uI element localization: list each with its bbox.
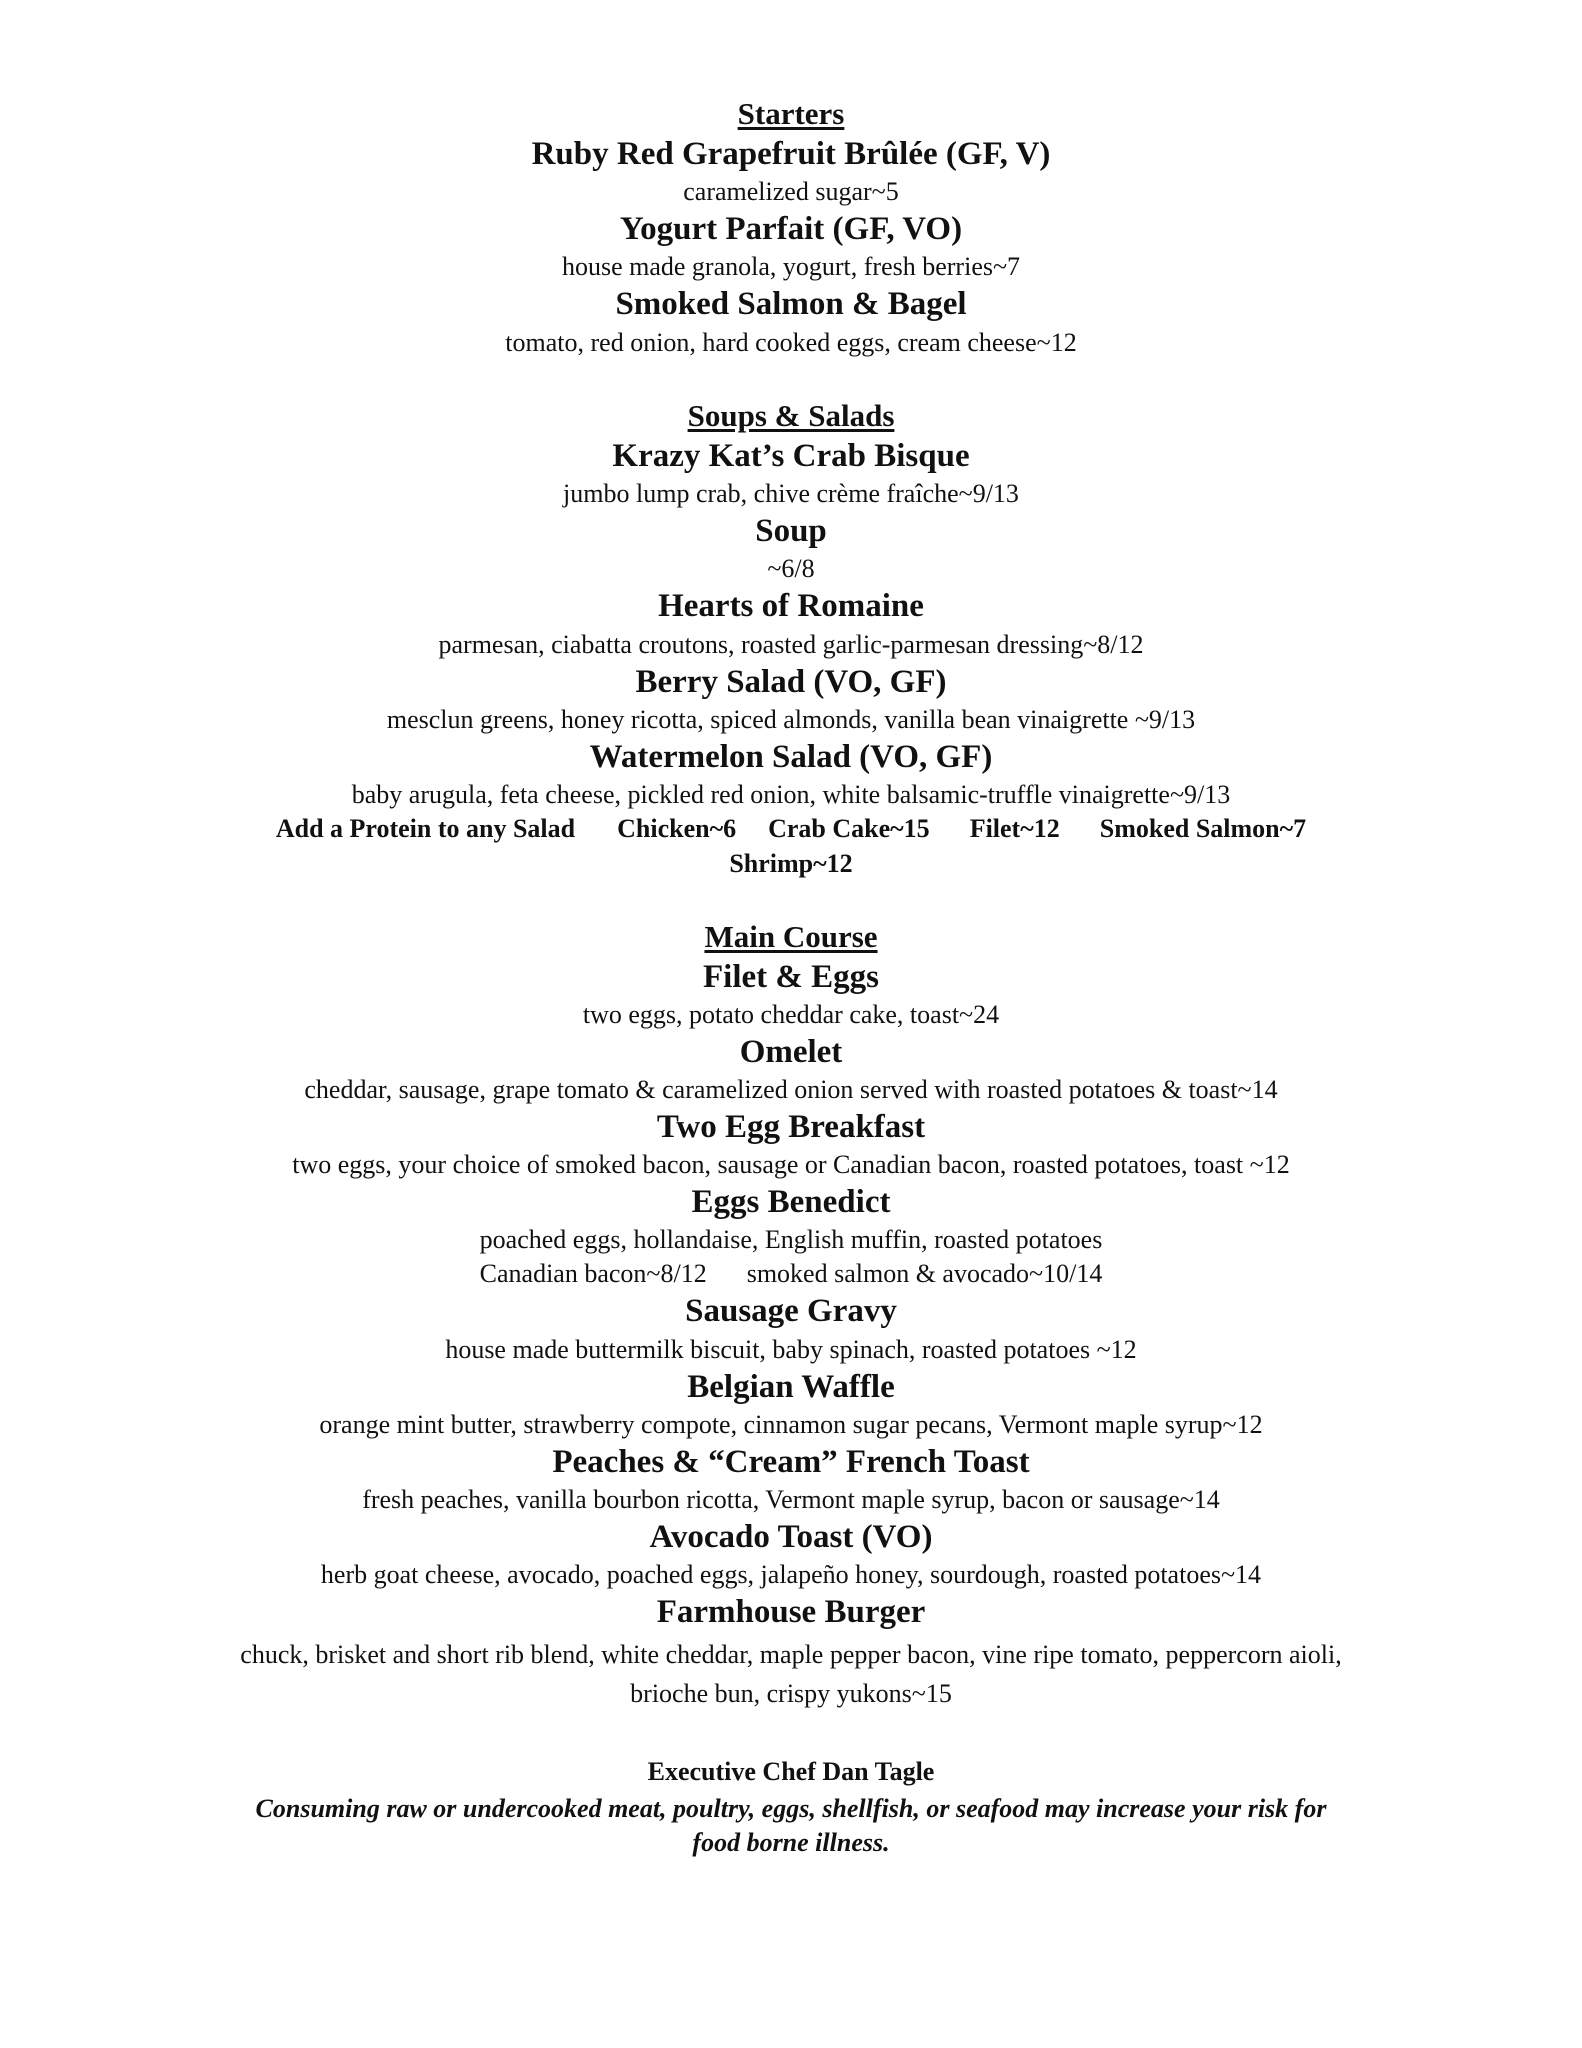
benedict-option: smoked salmon & avocado~10/14	[746, 1259, 1103, 1288]
add-protein-label: Add a Protein to any Salad	[275, 814, 576, 843]
menu-item-name: Smoked Salmon & Bagel	[615, 286, 967, 322]
menu-item-name: Farmhouse Burger	[656, 1594, 926, 1630]
menu-item-description: parmesan, ciabatta croutons, roasted garlic-parmesan dressing~8/12	[438, 630, 1144, 659]
menu-item-name: Watermelon Salad (VO, GF)	[589, 739, 993, 775]
menu-item-description: orange mint butter, strawberry compote, cinnamon sugar pecans, Vermont maple syrup~12	[319, 1410, 1263, 1439]
menu-item-name: Peaches & “Cream” French Toast	[552, 1444, 1030, 1480]
menu-item-description: herb goat cheese, avocado, poached eggs, jalapeño honey, sourdough, roasted potatoes~14	[320, 1560, 1262, 1589]
menu-item-description-cont: brioche bun, crispy yukons~15	[630, 1679, 952, 1708]
menu-item-options	[0, 1261, 1582, 1287]
health-warning: Consuming raw or undercooked meat, poultry, eggs, shellfish, or seafood may increase your risk for	[255, 1794, 1327, 1823]
section-heading-main-course: Main Course	[704, 919, 878, 954]
menu-item-name: Berry Salad (VO, GF)	[635, 664, 947, 700]
protein-option: Chicken~6	[617, 814, 737, 843]
menu-item-name: Belgian Waffle	[687, 1369, 895, 1405]
menu-item-name: Soup	[755, 513, 827, 549]
menu-item-name: Ruby Red Grapefruit Brûlée (GF, V)	[531, 136, 1051, 172]
menu-item-name: Sausage Gravy	[685, 1293, 897, 1329]
menu-item-name: Hearts of Romaine	[658, 588, 924, 624]
menu-item-description: two eggs, potato cheddar cake, toast~24	[582, 1000, 1000, 1029]
protein-option: Crab Cake~15	[768, 814, 930, 843]
menu-item-name: Yogurt Parfait (GF, VO)	[619, 211, 963, 247]
menu-item-description: two eggs, your choice of smoked bacon, sausage or Canadian bacon, roasted potatoes, toast ~12	[292, 1150, 1290, 1179]
menu-item-description: house made granola, yogurt, fresh berries~7	[561, 252, 1021, 281]
menu-item-description: cheddar, sausage, grape tomato & caramelized onion served with roasted potatoes & toast~14	[304, 1075, 1278, 1104]
menu-item-description: caramelized sugar~5	[683, 177, 899, 206]
menu-item-description: tomato, red onion, hard cooked eggs, cream cheese~12	[505, 328, 1077, 357]
menu-item-description: house made buttermilk biscuit, baby spinach, roasted potatoes ~12	[445, 1335, 1137, 1364]
menu-item-name: Krazy Kat’s Crab Bisque	[612, 438, 970, 474]
section-heading-soups-salads: Soups & Salads	[687, 398, 895, 433]
menu-item-description: chuck, brisket and short rib blend, white cheddar, maple pepper bacon, vine ripe tomato, peppercorn aioli,	[240, 1640, 1342, 1669]
menu-item-name: Two Egg Breakfast	[656, 1109, 926, 1145]
menu-item-description: mesclun greens, honey ricotta, spiced almonds, vanilla bean vinaigrette ~9/13	[386, 705, 1196, 734]
menu-item-name: Filet & Eggs	[703, 959, 879, 995]
menu-item-name: Omelet	[739, 1034, 843, 1070]
protein-option-last: Shrimp~12	[729, 849, 853, 878]
menu-item-description: ~6/8	[767, 554, 815, 583]
health-warning-cont: food borne illness.	[692, 1828, 890, 1857]
executive-chef: Executive Chef Dan Tagle	[647, 1757, 935, 1786]
protein-option: Filet~12	[969, 814, 1060, 843]
menu-item-name: Avocado Toast (VO)	[649, 1519, 933, 1555]
menu-item-description: baby arugula, feta cheese, pickled red onion, white balsamic-truffle vinaigrette~9/13	[351, 780, 1231, 809]
protein-option: Smoked Salmon~7	[1099, 814, 1307, 843]
menu-item-description: jumbo lump crab, chive crème fraîche~9/13	[563, 479, 1019, 508]
add-protein-row	[0, 816, 1582, 842]
menu-item-description: fresh peaches, vanilla bourbon ricotta, Vermont maple syrup, bacon or sausage~14	[362, 1485, 1220, 1514]
menu-item-name: Eggs Benedict	[691, 1184, 891, 1220]
benedict-option: Canadian bacon~8/12	[479, 1259, 707, 1288]
menu-item-description: poached eggs, hollandaise, English muffin, roasted potatoes	[479, 1225, 1103, 1254]
section-heading-starters: Starters	[737, 96, 845, 131]
